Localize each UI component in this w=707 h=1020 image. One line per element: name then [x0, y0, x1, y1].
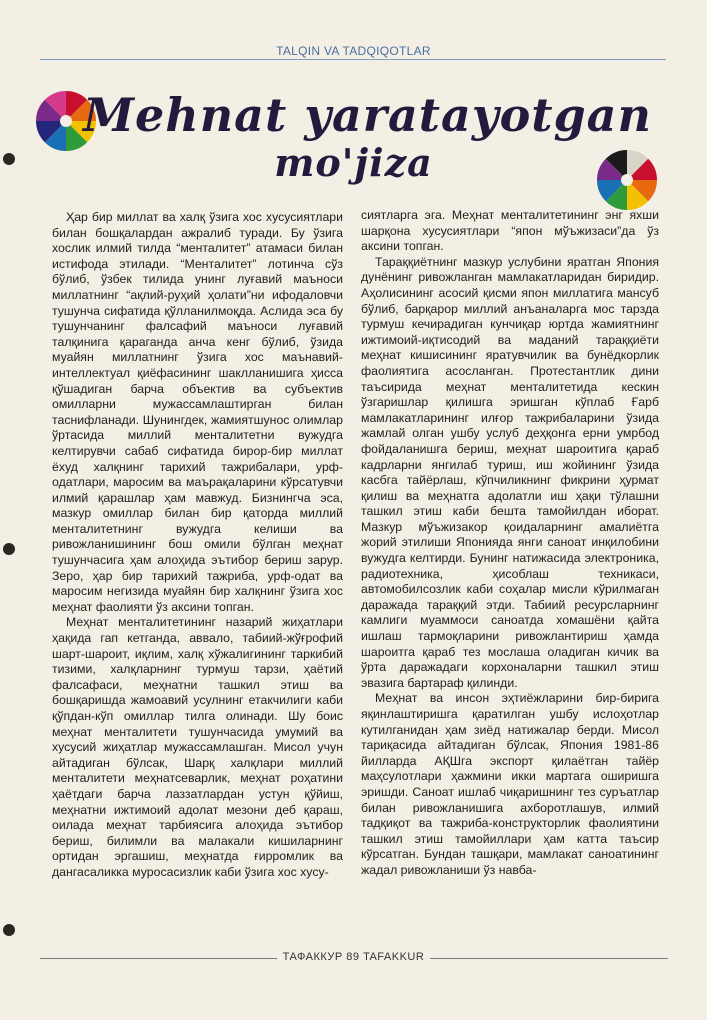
paragraph: сиятларга эга. Меҳнат менталитетининг энг яхши шарқона хусусиятлари “япон мўъжизаси”да ўз аксини топган.	[361, 208, 659, 254]
paragraph: Меҳнат менталитетининг назарий жиҳатлари ҳақида гап кетганда, аввало, табиий-жўғрофий шарт-шароит, иқлим, халқ хўжалигининг таркибий тизими, халқларнинг турмуш тарзи, ҳаётий фалсафаси, меҳнатни ташкил этиш ва бошқаришда жамоавий усулнинг етакчилиги каби қўпдан-кўп омиллар тилга олинади. Шу боис меҳнат менталитети тушунчасида умумий ва хусусий жиҳатлар мужассамлашган. Мисол учун айтадиган бўлсак, Шарқ халқлари миллий менталитети меҳнатсеварлик, меҳнат роҳатини ҳаётдаги барча лаззатлардан устун қўйиш, меҳнатни ижтимоий адолат мезони деб қараш, оилада меҳнат тарбиясига алоҳида эътибор бериш, билимли ва малакали кишиларнинг ортидан эргашиш, меҳнатда ғирромлик ва дангасаликка муросасизлик каби ўзига хос хусу-	[52, 615, 343, 879]
color-wheel-icon	[594, 147, 660, 213]
text-column-left	[52, 210, 343, 881]
binder-hole	[3, 924, 15, 936]
article-title-line1: Mehnat yaratayotgan	[83, 88, 652, 142]
header-rule	[40, 59, 666, 60]
binder-hole	[3, 543, 15, 555]
page-footer	[0, 951, 707, 963]
paragraph: Тараққиётнинг мазкур услубини яратган Япония дунёнинг ривожланган мамлакатларидан биридир. Аҳолисининг асосий қисми япон миллатига мансуб бўлиб, барқарор миллий анъаналарга мос тарзда турмуш кечирадиган кунчиқар юртда жамиятнинг ижтимоий-иқтисодий ва маданий тараққиёти меҳнат кишисининг яратувчилик ва бунёдкорлик фаолиятига асосланган. Протестантлик дини таъсирида меҳнат менталитетида кескин ўзгаришлар қилишга эришган кўплаб Ғарб мамлакатларининг илғор тажрибаларини ўзида жамлай олган ушбу услуб деҳқонга ерни умрбод фойдаланишга бериш, меҳнат шароитига қараб кадрларни янгилаб туриш, иш жойининг ўзида касбга тайёрлаш, кўпчиликнинг фикрини ҳурмат қилиш ва меҳнатга адолатли иш ҳақи тўлашни ташкил этиш каби бешта тамойилдан иборат. Мазкур мўъжизакор қоидаларнинг амалиётга жорий этилиши Японияда янги саноат инқилобини вужудга келтирди. Бунинг натижасида электроника, радиотехника, ҳисоблаш техникаси, автомобилсозлик каби соҳалар мисли кўрилмаган даражада тараққий этди. Табиий ресурсларнинг камлиги муаммоси саноатда хомашёни қайта ишлаш тармоқларини ривожлантириш ҳамда шароитга қараб тез мослаша оладиган кичик ва ўрта даражадаги корхоналарни ташкил этиш эвазига бартараф қилинди.	[361, 254, 659, 690]
paragraph: Ҳар бир миллат ва халқ ўзига хос хусусиятлари билан бошқалардан ажралиб туради. Бу ўзига хослик илмий тилда “менталитет” атамаси билан истифода этилади. “Менталитет” лотинча сўз бўлиб, ўзбек тилида унинг луғавий маъноси миллатнинг “ақлий-руҳий ҳолати”ни ифодаловчи тушунча сифатида қўлланилмоқда. Аслида эса бу тушунчанинг фалсафий маъноси луғавий талқинига қараганда анча кенг бўлиб, ўзида муайян миллатнинг ўзига хос маънавий-интеллектуал қиёфасининг шаклланишига ҳисса қўшадиган барча объектив ва субъектив омилларни мужассамлаштирган билан таснифланади. Шунингдек, жамиятшунос олимлар ўртасида миллий менталитетни вужудга келтирувчи сабаб сифатида бирор-бир миллат ёхуд халқнинг тарихий тажрибалари, урф-одатлари, маросим ва маърақаларини кўрсатувчи илмий қарашлар ҳам мавжуд. Бизнингча эса, мазкур омиллар билан бир қаторда миллий менталитетнинг вужудга келиши ва ривожланишининг бош омили бўлган меҳнат тушунчасига ҳам алоҳида эътибор бериш зарур. Зеро, ҳар бир тарихий тажриба, урф-одат ва маросим негизида муайян бир халқнинг ўзига хос меҳнат фаолияти ўз аксини топган.	[52, 210, 343, 614]
article-title-line2: mo'jiza	[274, 140, 433, 185]
text-column-right	[361, 208, 659, 879]
footer-label: ТАФАККУР 89 TAFAKKUR	[277, 951, 431, 963]
paragraph: Меҳнат ва инсон эҳтиёжларини бир-бирига яқинлаштиришга қаратилган ушбу ислоҳотлар кутилганидан ҳам зиёд натижалар берди. Мисол тариқасида айтадиган бўлсак, Япония 1981-86 йилларда АҚШга экспорт қилаётган тайёр маҳсулотлари ҳажмини икки мартага оширишга эришди. Саноат ишлаб чиқаришнинг тез суръатлар билан ривожланишига ахборотлашув, илмий тадқиқот ва тажриба-конструкторлик фаолиятини ташкил этиш тамойиллари ҳам катта таъсир кўрсатган. Бундан ташқари, мамлакат саноатининг жадал ривожланиши ўз навба-	[361, 691, 659, 877]
section-header: TALQIN VA TADQIQOTLAR	[276, 44, 431, 58]
binder-hole	[3, 153, 15, 165]
